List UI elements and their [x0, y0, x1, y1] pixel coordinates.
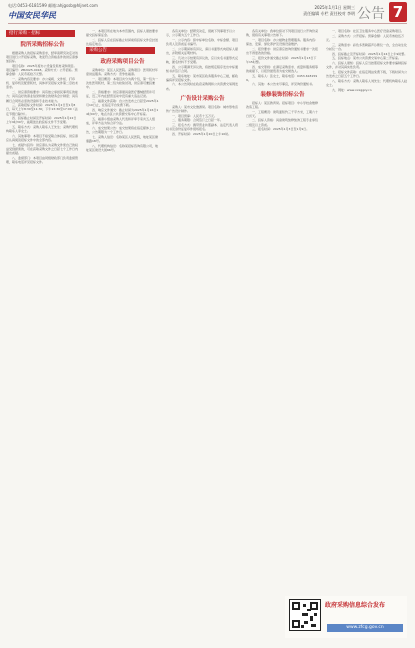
paragraph: 一、工程概况：建筑面积约三千平方米，工期六十日历天。 [246, 109, 319, 118]
paragraph: 三、磋商文件获取：自公告发布之日起至2025年1月10日止，在指定平台免费下载。 [86, 99, 159, 108]
paragraph: 五、联系人：张女士，联系电话：0453-6181599。 [246, 73, 318, 82]
paragraph: 三、报名时间：2025年1月3日至1月9日。 [252, 127, 310, 132]
paragraph: 三、获取招标文件时间：2025年1月2日至1月8日，每天上午8:30至11:30，下午13:30至17:00（法定节假日除外）。 [6, 103, 78, 116]
paragraph: 二、公示期间如有异议，请以书面形式向招标人提出，并附相关证明材料。 [166, 46, 239, 55]
paragraph: 二、供应商资格要求：具有独立承担民事责任的能力；具有良好的商业信誉和健全的财务会计制度；具有履行合同所必需的设备和专业技术能力。 [6, 90, 79, 103]
header-rule [8, 23, 407, 24]
paragraph: 三、报名方式：携带营业执照副本、法定代表人授权书及身份证复印件现场报名。 [166, 123, 239, 132]
paragraph: 六、其他：本公告未尽事宜，详见询价通知书。 [252, 82, 316, 87]
page-number: 7 [389, 2, 407, 22]
paragraph: 四、投标截止及开标时间：2025年1月24日上午9时整。 [332, 51, 408, 56]
paragraph: 七、采购人信息：名称某区人民医院，地址某区健康路18号。 [86, 134, 159, 143]
masthead [8, 3, 407, 25]
paragraph: 七、质疑与投诉：供应商认为采购文件使自己的权益受到损害的，可在获取采购文件之日起七个工作日内提出质疑。 [6, 143, 79, 156]
paragraph: 六、其他事项：本项目不接受联合体投标，供应商应认真阅读招标文件中的全部内容。 [6, 134, 79, 143]
column-2 [86, 29, 159, 644]
category-tag: 招行采购 · 招标 [6, 30, 75, 37]
paragraph: 三、凡对公示结果有异议的，应以实名书面形式反映，匿名材料不予受理。 [166, 55, 239, 64]
paragraph: 四、投标截止时间及开标时间：2025年1月22日上午9时30分，逾期送达的投标文件不予受理。 [6, 116, 77, 125]
paragraph: 四、响应文件递交：截止时间为2025年1月16日14时00分，地点为区公共资源交易中心开标室。 [86, 108, 159, 117]
paragraph: 一、项目名称：办公楼物业管理服务。服务内容：保洁、安保、绿化养护及设施设备维护。 [246, 37, 319, 47]
paragraph: 七、招标文件获取：在指定网站免费下载，下载时间为公告发布之日起五个工作日。 [326, 69, 408, 79]
paragraph: 一、本项目所在地为本市范围内，投标人须按要求提交投标保证金。 [86, 29, 159, 38]
paragraph: 八、代理机构信息：名称某招标咨询有限公司，地址某区建设大街66号。 [86, 143, 159, 152]
paragraph: 一、项目概况：本项目共分为两个包，第一包为一次性医用耗材，第二包为检验试剂，供应商可兼投兼中。 [86, 77, 159, 90]
paragraph: 一、公示内容：拟中标单位名称、中标金额、项目负责人及资质证书编号。 [166, 37, 239, 47]
paragraph: 五、磋商小组由采购人代表和评审专家共五人组成，评审方法为综合评分法。 [86, 116, 156, 126]
notice-body [166, 105, 239, 136]
column-5 [326, 29, 408, 591]
paragraph: 五、投标地点：某市公共资源交易中心第二开标室。 [332, 56, 402, 61]
paragraph: 九、网址：www.xxxggzy.cn [332, 87, 372, 92]
paragraph: 二、投标人资格：具备建筑装修装饰工程专业承包二级及以上资质。 [246, 118, 319, 127]
issue-date: 2025年1月1日 星期三 [314, 5, 355, 10]
paragraph: 一、项目预算：人民币十五万元。 [172, 113, 218, 118]
paragraph: 采购人：某市文化旅游局。项目名称：城市形象宣传广告设计制作。 [166, 104, 239, 113]
paragraph: 采购单位：某区人民医院。采购项目：医用耗材年度供货服务。采购方式：竞争性磋商。 [86, 68, 159, 77]
paragraph: 二、资格要求：供应商须具备医疗器械经营许可证，近三年内在经营活动中没有重大违法记录。 [86, 90, 156, 99]
notice-body [326, 29, 408, 92]
paragraph: 二、报价要求：供应商应按询价通知书要求一次报出不得更改的价格。 [246, 46, 319, 55]
notice-body [246, 29, 319, 87]
paragraph: 四、公示期满无异议的，将按规定程序发出中标通知书并签订合同。 [166, 64, 239, 73]
paragraph: 六、本公告同时在政府采购网和公共资源交易网发布。 [166, 82, 239, 91]
dateline [303, 5, 355, 17]
website-link[interactable]: www.zfcg.gov.cn [327, 624, 403, 632]
column-4 [246, 29, 319, 644]
paragraph: 六、投标人须知：投标人应当按照招标文件要求编制投标文件，并对其真实性负责。 [326, 61, 408, 70]
paragraph: 二、投标人应在投标截止时间前将投标文件密封送达指定地点。 [86, 37, 159, 47]
category-tag: 采购公告 [86, 47, 155, 54]
paragraph: 各有关单位：我单位拟对下列项目进行公开询价采购，现将有关事项公告如下。 [246, 29, 319, 38]
paragraph: 二、服务期限：合同签订之日起一年。 [172, 118, 224, 123]
notice-heading: 装修装饰招标公告 [260, 91, 305, 98]
paragraph: 项目名称：2025年度办公设备及耗材采购项目。项目编号：ZB2025-0018。采购方式：公开招标。预算金额：人民币贰拾万元整。 [6, 64, 78, 77]
notice-body [86, 68, 159, 152]
paragraph: 一、采购内容及要求：办公桌椅、文件柜、打印机、复印机及配套耗材，具体详见招标文件第二章技术需求。 [6, 77, 79, 90]
paragraph: 四、开标时间：2025年1月20日上午10时。 [172, 132, 232, 137]
paragraph: 五、联系方式：采购人联系人王先生；采购代理机构联系人李女士。 [6, 125, 79, 134]
paragraph: 各有关单位：经研究决定，现就下列事项予以公示，公示期为五个工作日。 [166, 29, 236, 38]
paragraph: 三、采购需求：彩色多普勒超声诊断仪一台，全自动生化分析仪一台。 [326, 42, 408, 51]
info-panel [285, 596, 407, 638]
editor-credit: 责任编辑 专栏 责任校对 李明 [303, 11, 355, 16]
notice-body [246, 101, 319, 132]
paragraph: 六、成交结果公告：成交结果将在指定媒体上公告，公告期限为一个工作日。 [86, 125, 156, 134]
paragraph: 四、成交原则：在满足采购需求、质量和服务相等的前提下，以报价最低者为成交候选人。 [246, 64, 319, 73]
notice-heading: 广告设计采购公告 [180, 95, 225, 102]
section-title: 公告 [357, 6, 385, 22]
newspaper-wordmark: 中国安民华民 [8, 10, 56, 20]
paragraph: 八、联系方式：采购人联系人刘先生；代理机构联系人赵女士。 [326, 78, 408, 88]
notice-body [166, 29, 239, 91]
paragraph: 二、采购方式：公开招标。预算金额：人民币叁拾伍万元。 [326, 33, 405, 42]
column-1 [6, 29, 79, 644]
paragraph: 根据采购人的招标采购需求，经审查研究决定对该项目进行公开招标采购，欢迎符合资格条件的供应商参加投标。 [6, 51, 79, 64]
paragraph: 三、报价文件递交截止时间：2025年1月13日下午15时整。 [246, 55, 317, 64]
paragraph: 一、项目名称：社区卫生服务中心医疗设备采购项目。 [332, 29, 405, 33]
notice-body [6, 51, 79, 164]
paragraph: 五、联系地址：某市某区政务服务中心三楼，邮政编码详见招标文件。 [166, 73, 239, 82]
paragraph: 招标人：某区教育局。招标项目：中小学校舍维修改造工程。 [246, 100, 319, 109]
paragraph: 八、监督部门：本项目由同级财政部门负责监督管理，联系电话详见招标文件。 [6, 156, 79, 165]
column-3 [166, 29, 239, 644]
qr-code-icon[interactable] [289, 599, 321, 631]
notice-heading: 政府采购项目公告 [100, 59, 145, 66]
panel-title: 政府采购信息综合发布 [325, 602, 386, 609]
contact-line: 电话:0453-6181599 邮箱:ahjgssb@hljnet.com [8, 3, 98, 8]
notice-heading: 院所采购招标公告 [20, 42, 65, 48]
